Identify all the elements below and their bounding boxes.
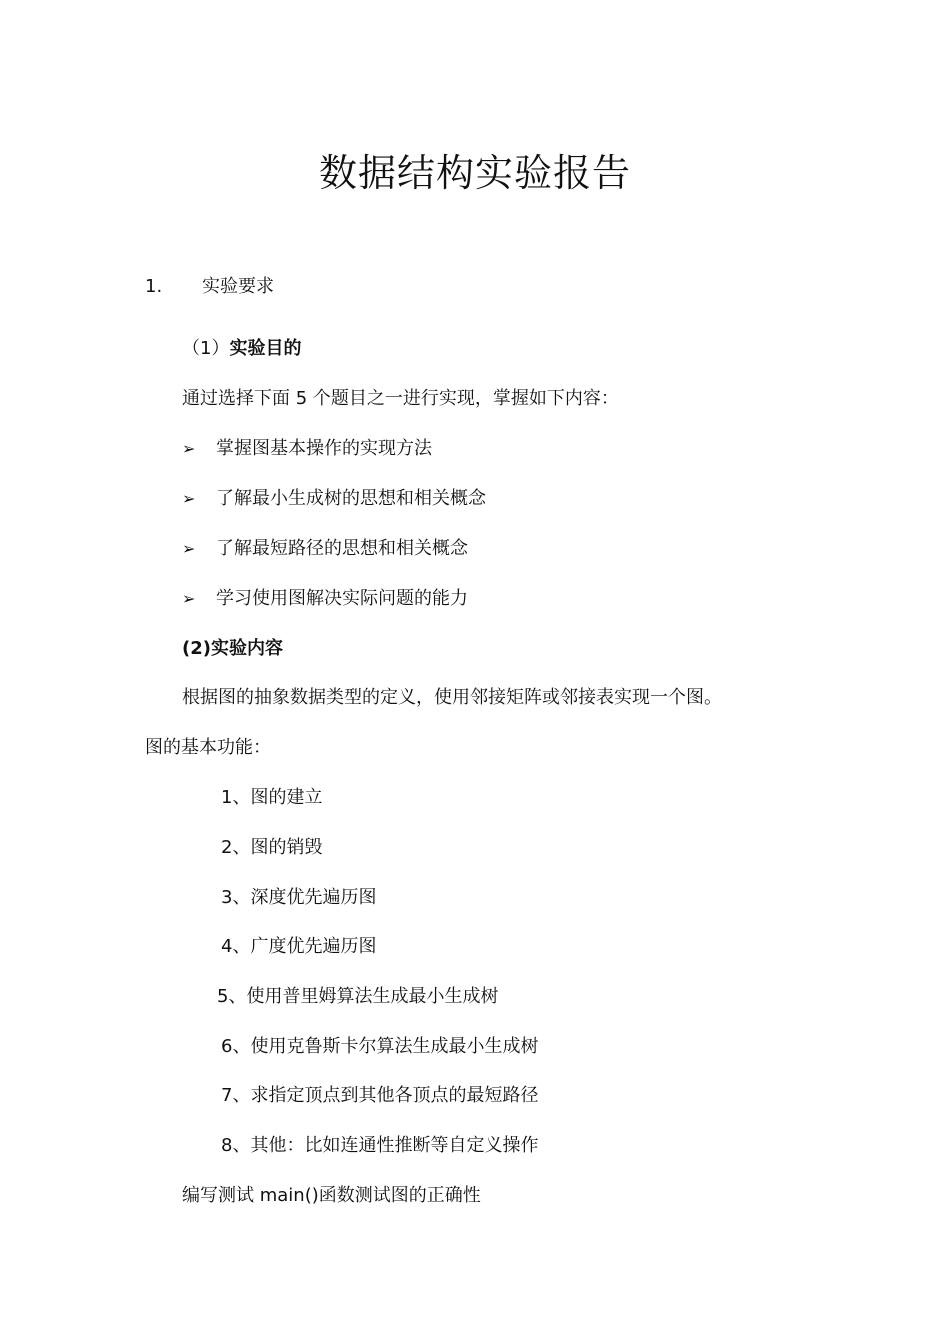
function-item: 2、图的销毁 — [221, 837, 323, 858]
function-item: 1、图的建立 — [221, 787, 323, 808]
bullet-item — [182, 587, 468, 611]
content-heading: (2)实验内容 — [182, 638, 283, 659]
function-item: 7、求指定顶点到其他各顶点的最短路径 — [221, 1085, 539, 1106]
function-item: 8、其他：比如连通性推断等自定义操作 — [221, 1135, 539, 1156]
section-number: 1. — [145, 276, 163, 297]
arrow-bullet-icon: ➢ — [182, 539, 196, 558]
purpose-title: 实验目的 — [229, 338, 302, 359]
arrow-bullet-icon: ➢ — [182, 589, 196, 608]
section-title: 实验要求 — [202, 276, 274, 297]
bullet-item — [182, 437, 432, 461]
bullet-text: 了解最短路径的思想和相关概念 — [216, 538, 468, 559]
bullet-text: 了解最小生成树的思想和相关概念 — [216, 488, 486, 509]
arrow-bullet-icon: ➢ — [182, 489, 196, 508]
bullet-item — [182, 487, 486, 511]
purpose-prefix: （1） — [182, 338, 230, 359]
arrow-bullet-icon: ➢ — [182, 439, 196, 458]
test-note: 编写测试 main()函数测试图的正确性 — [182, 1185, 481, 1206]
bullet-item — [182, 537, 468, 561]
function-item: 3、深度优先遍历图 — [221, 887, 377, 908]
bullet-text: 掌握图基本操作的实现方法 — [216, 438, 432, 459]
function-item: 4、广度优先遍历图 — [221, 936, 377, 957]
section-heading-1 — [145, 275, 274, 299]
functions-intro: 图的基本功能： — [145, 737, 271, 758]
document-title: 数据结构实验报告 — [318, 151, 631, 195]
function-item: 5、使用普里姆算法生成最小生成树 — [217, 986, 499, 1007]
function-item: 6、使用克鲁斯卡尔算法生成最小生成树 — [221, 1036, 539, 1057]
purpose-heading — [182, 337, 301, 361]
purpose-intro: 通过选择下面 5 个题目之一进行实现，掌握如下内容： — [182, 388, 619, 409]
content-paragraph: 根据图的抽象数据类型的定义，使用邻接矩阵或邻接表实现一个图。 — [182, 687, 722, 708]
bullet-text: 学习使用图解决实际问题的能力 — [216, 588, 468, 609]
